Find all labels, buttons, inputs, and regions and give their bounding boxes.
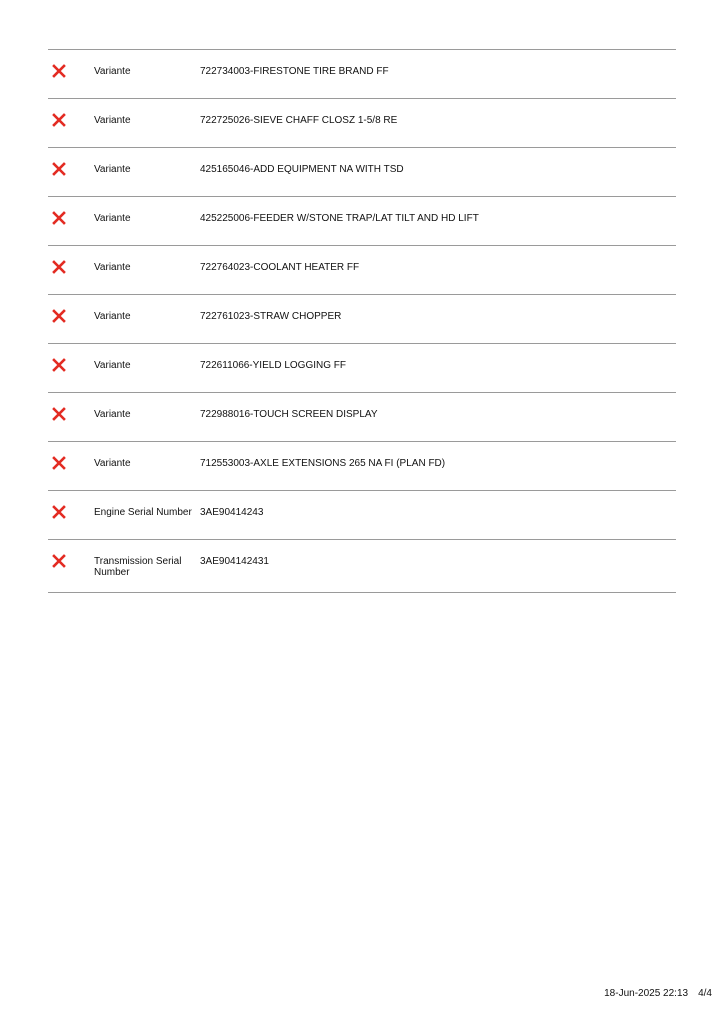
row-value: 425165046-ADD EQUIPMENT NA WITH TSD [200,164,404,175]
red-x-icon [52,162,66,176]
table-row [48,442,676,491]
row-value: 722611066-YIELD LOGGING FF [200,360,346,371]
row-label: Variante [94,262,131,273]
table-row [48,344,676,393]
red-x-icon [52,407,66,421]
row-label: Transmission Serial Number [94,556,182,578]
row-value: 722734003-FIRESTONE TIRE BRAND FF [200,66,389,77]
row-value: 722725026-SIEVE CHAFF CLOSZ 1-5/8 RE [200,115,398,126]
page-number: 4/4 [698,988,712,999]
row-label: Variante [94,311,131,322]
red-x-icon [52,64,66,78]
red-x-icon [52,505,66,519]
row-label: Engine Serial Number [94,507,192,518]
row-value: 425225006-FEEDER W/STONE TRAP/LAT TILT AND HD LIFT [200,213,479,224]
table-row [48,393,676,442]
row-value: 712553003-AXLE EXTENSIONS 265 NA FI (PLAN FD) [200,458,446,469]
row-label: Variante [94,213,131,224]
table-row [48,50,676,99]
red-x-icon [52,358,66,372]
red-x-icon [52,113,66,127]
row-label: Variante [94,409,131,420]
page-footer [604,988,712,999]
row-value: 722988016-TOUCH SCREEN DISPLAY [200,409,378,420]
row-value: 722764023-COOLANT HEATER FF [200,262,360,273]
red-x-icon [52,260,66,274]
table-row [48,295,676,344]
red-x-icon [52,309,66,323]
row-value: 3AE904142431 [200,556,269,567]
row-label: Variante [94,164,131,175]
detail-table [48,49,676,593]
row-label: Variante [94,458,131,469]
table-row [48,491,676,540]
table-row [48,540,676,593]
print-timestamp: 18-Jun-2025 22:13 [604,988,689,999]
red-x-icon [52,554,66,568]
row-label: Variante [94,115,131,126]
table-row [48,246,676,295]
red-x-icon [52,456,66,470]
row-label: Variante [94,360,131,371]
row-value: 3AE90414243 [200,507,264,518]
table-row [48,148,676,197]
row-value: 722761023-STRAW CHOPPER [200,311,342,322]
table-row [48,197,676,246]
row-label: Variante [94,66,131,77]
table-row [48,99,676,148]
red-x-icon [52,211,66,225]
